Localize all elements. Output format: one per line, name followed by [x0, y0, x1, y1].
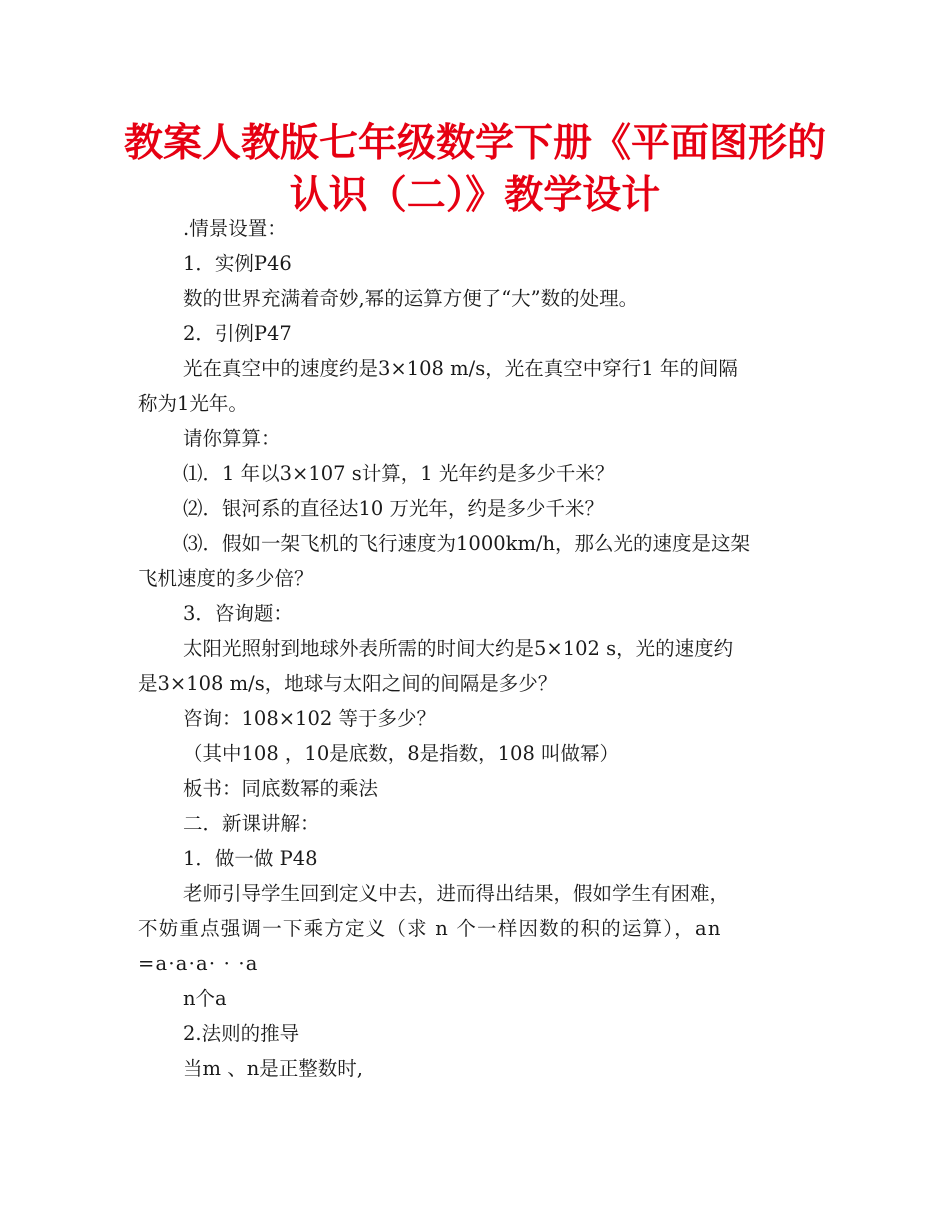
paragraph: n个a — [183, 987, 227, 1010]
paragraph: ⑵．银河系的直径达10 万光年，约是多少千米？ — [183, 497, 605, 520]
paragraph: 是3×108 m/s，地球与太阳之间的间隔是多少？ — [138, 672, 558, 695]
paragraph: 1．实例P46 — [183, 252, 292, 275]
paragraph: 二．新课讲解： — [183, 812, 320, 835]
paragraph: 请你算算： — [183, 427, 281, 450]
paragraph: ⑶．假如一架飞机的飞行速度为1000km/h，那么光的速度是这架 — [183, 532, 751, 555]
paragraph: 当m 、n是正整数时, — [183, 1057, 363, 1080]
title-line-1: 教案人教版七年级数学下册《平面图形的 — [123, 121, 826, 166]
paragraph: 光在真空中的速度约是3×108 m/s，光在真空中穿行1 年的间隔 — [183, 357, 738, 380]
paragraph: =a·a·a· · ·a — [138, 952, 259, 975]
paragraph: 3．咨询题： — [183, 602, 293, 625]
paragraph: 板书：同底数幂的乘法 — [183, 777, 379, 800]
title-line-2: 认识（二）》教学设计 — [289, 173, 661, 218]
paragraph: 不妨重点强调一下乘方定义（求 n 个一样因数的积的运算），an — [138, 917, 722, 940]
paragraph: 老师引导学生回到定义中去，进而得出结果，假如学生有困难， — [183, 882, 730, 905]
paragraph: 飞机速度的多少倍？ — [138, 567, 314, 590]
paragraph: 咨询：108×102 等于多少？ — [183, 707, 436, 730]
paragraph: （其中108 ，10是底数，8是指数，108 叫做幂） — [183, 742, 620, 765]
paragraph: 2.法则的推导 — [183, 1022, 300, 1045]
paragraph: 2．引例P47 — [183, 322, 292, 345]
paragraph: 1．做一做 P48 — [183, 847, 318, 870]
paragraph: 数的世界充满着奇妙,幂的运算方便了“大”数的处理。 — [183, 287, 639, 310]
document-body — [138, 211, 813, 1086]
paragraph: 称为1光年。 — [138, 392, 248, 415]
document-title — [100, 118, 850, 222]
paragraph: ⑴．1 年以3×107 s计算，1 光年约是多少千米？ — [183, 462, 615, 485]
paragraph: .情景设置： — [183, 217, 287, 240]
paragraph: 太阳光照射到地球外表所需的时间大约是5×102 s，光的速度约 — [183, 637, 734, 660]
